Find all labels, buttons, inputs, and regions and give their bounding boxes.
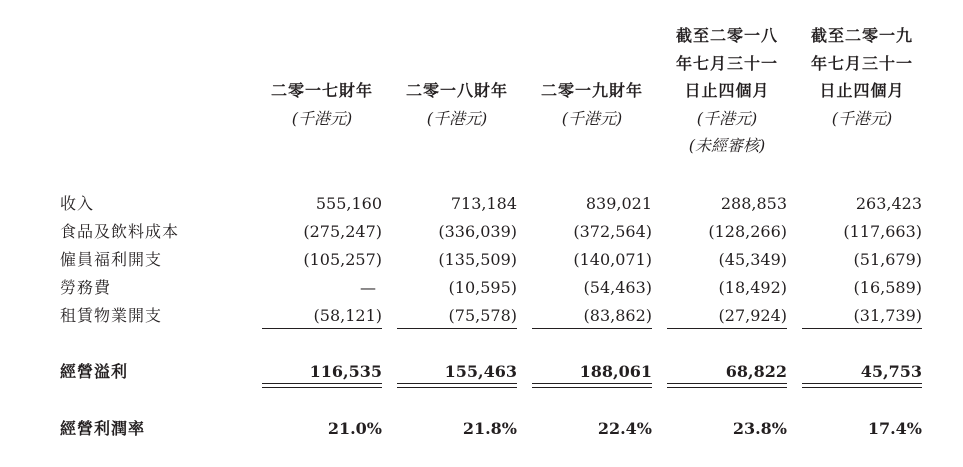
table-cell: 17.4% xyxy=(867,419,922,438)
table-cell: (372,564) xyxy=(573,222,652,241)
table-cell: 839,021 xyxy=(585,194,652,213)
table-cell: 188,061 xyxy=(579,362,652,381)
total-rule xyxy=(262,387,382,388)
table-cell: (140,071) xyxy=(573,250,652,269)
total-rule xyxy=(802,387,922,388)
column-unit: (千港元) xyxy=(831,108,893,128)
column-header-fy2018 xyxy=(397,77,517,132)
table-cell: 23.8% xyxy=(732,419,787,438)
total-rule xyxy=(262,383,382,384)
total-rule xyxy=(667,387,787,388)
table-cell: (105,257) xyxy=(303,250,382,269)
column-title-line: 年七月三十一 xyxy=(675,53,778,73)
total-rule xyxy=(397,387,517,388)
total-rule xyxy=(667,383,787,384)
table-cell: (45,349) xyxy=(718,250,787,269)
table-cell: 288,853 xyxy=(720,194,787,213)
table-cell: 45,753 xyxy=(860,362,922,381)
total-rule xyxy=(532,383,652,384)
table-cell: (128,266) xyxy=(708,222,787,241)
subtotal-rule xyxy=(667,328,787,329)
row-label-operating-margin: 經營利潤率 xyxy=(60,419,146,438)
table-cell: (16,589) xyxy=(853,278,922,297)
table-cell: (10,595) xyxy=(448,278,517,297)
column-title: 二零一七財年 xyxy=(270,81,373,100)
column-title-line: 截至二零一八 xyxy=(675,26,778,45)
column-note: (未經審核) xyxy=(688,136,766,155)
table-cell: 22.4% xyxy=(597,419,652,438)
table-cell: (336,039) xyxy=(438,222,517,241)
subtotal-rule xyxy=(397,328,517,329)
table-cell: 116,535 xyxy=(309,362,382,381)
column-unit: (千港元) xyxy=(291,108,353,128)
subtotal-rule xyxy=(262,328,382,329)
total-rule xyxy=(802,383,922,384)
total-rule xyxy=(397,383,517,384)
table-cell: (75,578) xyxy=(448,306,517,325)
table-cell: (275,247) xyxy=(303,222,382,241)
column-header-fy2019 xyxy=(532,77,652,132)
table-cell: (58,121) xyxy=(313,306,382,325)
row-label-rental-expenses: 租賃物業開支 xyxy=(60,306,163,325)
column-header-fy2017 xyxy=(262,77,382,132)
table-cell: (117,663) xyxy=(843,222,922,241)
column-unit: (千港元) xyxy=(426,108,488,128)
table-cell: 263,423 xyxy=(855,194,922,213)
column-header-4m-2018 xyxy=(667,22,787,160)
table-cell: (54,463) xyxy=(583,278,652,297)
column-title-line: 日止四個月 xyxy=(684,81,770,100)
table-cell: (83,862) xyxy=(583,306,652,325)
row-label-labour-fees: 勞務費 xyxy=(60,278,112,297)
table-cell: 21.8% xyxy=(462,419,517,438)
column-title-line: 截至二零一九 xyxy=(810,26,913,45)
row-label-operating-profit: 經營溢利 xyxy=(60,362,129,381)
row-label-food-beverage-cost: 食品及飲料成本 xyxy=(60,222,180,241)
table-cell: (51,679) xyxy=(853,250,922,269)
table-cell: — xyxy=(360,278,376,297)
row-label-employee-benefits: 僱員福利開支 xyxy=(60,250,163,269)
table-cell: 155,463 xyxy=(444,362,517,381)
table-cell: (18,492) xyxy=(718,278,787,297)
column-title-line: 年七月三十一 xyxy=(810,53,913,73)
column-title-line: 日止四個月 xyxy=(819,81,905,100)
table-cell: (135,509) xyxy=(438,250,517,269)
table-cell: 713,184 xyxy=(450,194,517,213)
table-cell: (27,924) xyxy=(718,306,787,325)
column-unit: (千港元) xyxy=(696,108,758,128)
total-rule xyxy=(532,387,652,388)
table-cell: (31,739) xyxy=(853,306,922,325)
subtotal-rule xyxy=(532,328,652,329)
table-cell: 68,822 xyxy=(725,362,787,381)
table-cell: 555,160 xyxy=(315,194,382,213)
row-label-revenue: 收入 xyxy=(60,194,95,213)
column-unit: (千港元) xyxy=(561,108,623,128)
table-cell: 21.0% xyxy=(327,419,382,438)
column-header-4m-2019 xyxy=(802,22,922,132)
subtotal-rule xyxy=(802,328,922,329)
column-title: 二零一九財年 xyxy=(540,81,643,100)
column-title: 二零一八財年 xyxy=(405,81,508,100)
